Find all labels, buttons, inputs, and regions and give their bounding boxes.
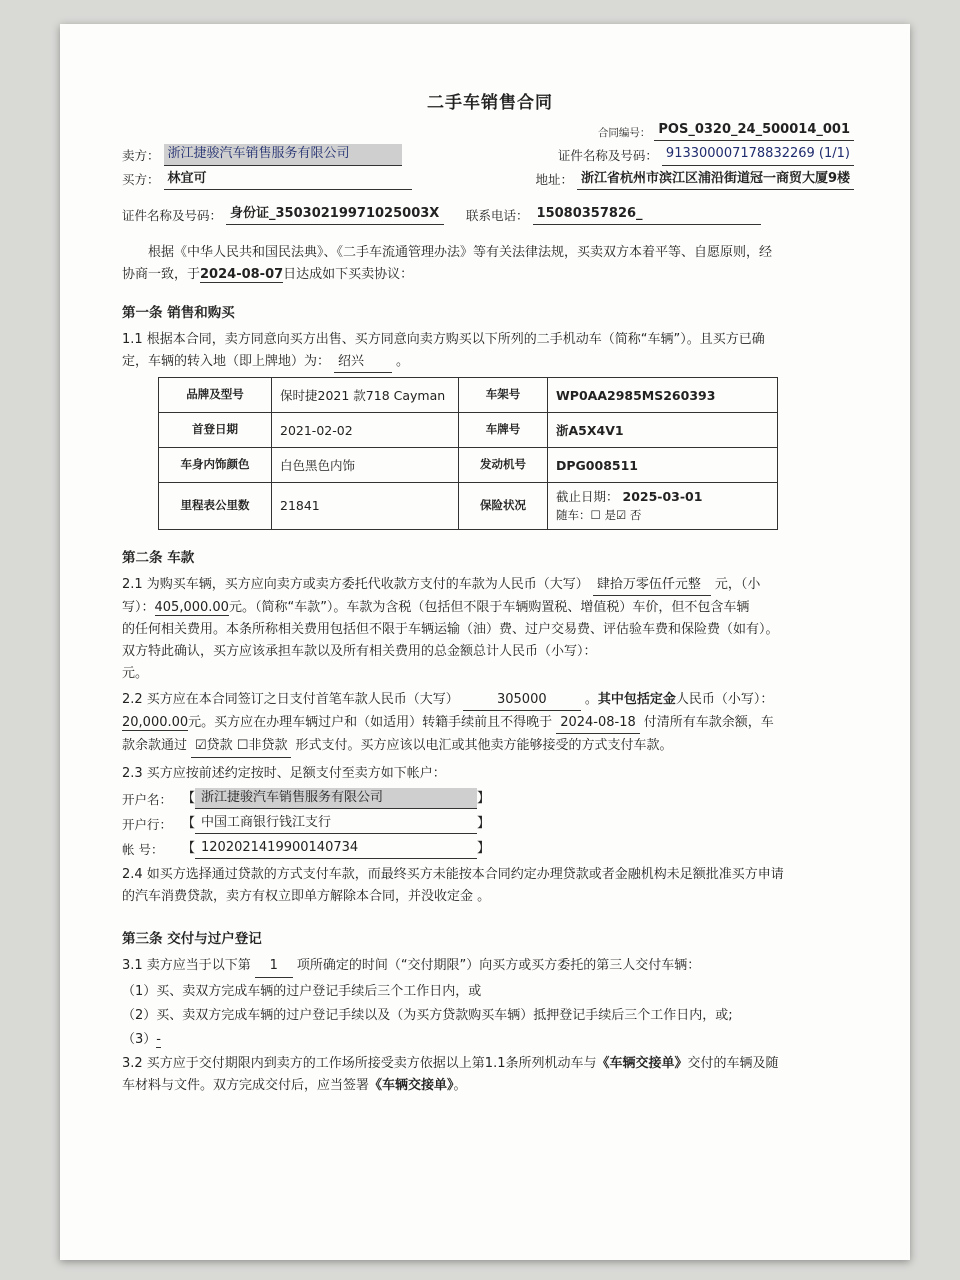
insurance-with-car: 随车：☐ 是☑ 否 bbox=[556, 507, 642, 522]
s2-2a: 2.2 买方应在本合同签订之日支付首笔车款人民币（大写） bbox=[122, 692, 459, 708]
s3-2c: 车材料与文件。双方完成交付后，应当签署 bbox=[122, 1078, 370, 1094]
account-name: 浙江捷骏汽车销售服务有限公司 bbox=[195, 788, 477, 809]
vin-value: WP0AA2985MS260393 bbox=[548, 378, 778, 413]
s3-2a: 3.2 买方应于交付期限内到卖方的工作场所接受卖方依据以上第1.1条所列机动车与 bbox=[122, 1055, 597, 1071]
registration-place: 绍兴 bbox=[334, 352, 392, 373]
table-row bbox=[159, 378, 778, 413]
section-2-title: 第二条 车款 bbox=[122, 549, 195, 566]
payment-deadline: 2024-08-18 bbox=[556, 713, 640, 734]
plate-label: 车牌号 bbox=[459, 413, 548, 448]
s2-1f: 双方特此确认，买方应该承担车款以及所有相关费用的总金额总计人民币（小写）： bbox=[122, 643, 597, 659]
table-row bbox=[159, 483, 778, 529]
brand-value: 保时捷2021 款718 Cayman bbox=[272, 378, 459, 413]
s2-2d: 人民币（小写）： bbox=[675, 692, 774, 708]
mileage-value: 21841 bbox=[272, 483, 459, 529]
bracket-left: 【 bbox=[182, 815, 196, 831]
bracket-left: 【 bbox=[182, 841, 196, 857]
seller-label: 卖方： bbox=[122, 148, 160, 164]
section-3-title: 第三条 交付与过户登记 bbox=[122, 931, 262, 948]
s3-1a: 3.1 卖方应当于以下第 bbox=[122, 958, 251, 974]
s2-2f: 付清所有车款余额，车 bbox=[643, 715, 774, 731]
s3-item-3a: （3） bbox=[122, 1031, 157, 1047]
agreement-date: 2024-08-07 bbox=[200, 267, 284, 283]
s2-2e: 元。买方应在办理车辆过户和（如适用）转籍手续前且不得晚于 bbox=[188, 715, 553, 731]
preamble-line-2a: 协商一致，于 bbox=[122, 267, 201, 283]
bracket-left: 【 bbox=[182, 790, 196, 806]
vehicle-table bbox=[158, 377, 778, 529]
s3-2d: 。 bbox=[453, 1078, 467, 1094]
s2-4b: 的汽车消费贷款，卖方有权立即单方解除本合同，并没收定金 。 bbox=[122, 889, 491, 905]
delivery-item: 1 bbox=[255, 956, 293, 977]
preamble-line-2b: 日达成如下买卖协议： bbox=[283, 267, 414, 283]
s3-item-1: （1）买、卖双方完成车辆的过户登记手续后三个工作日内，或 bbox=[122, 983, 482, 999]
contract-no: POS_0320_24_500014_001 bbox=[654, 120, 854, 141]
preamble bbox=[122, 243, 858, 285]
brand-label: 品牌及型号 bbox=[159, 378, 272, 413]
s2-1c: 写）： bbox=[122, 599, 155, 615]
seller-id: 91330000717883226​9 (1/1) bbox=[662, 144, 854, 165]
color-value: 白色黑色内饰 bbox=[272, 448, 459, 483]
engine-label: 发动机号 bbox=[459, 448, 548, 483]
section-1-title: 第一条 销售和购买 bbox=[122, 305, 235, 322]
account-name-row bbox=[122, 788, 858, 809]
insurance-value bbox=[548, 483, 778, 529]
account-bank-row bbox=[122, 813, 858, 834]
plate-value: 浙A5X4V1 bbox=[548, 413, 778, 448]
account-name-label: 开户名： bbox=[122, 791, 173, 807]
bracket-right: 】 bbox=[477, 815, 491, 831]
page-title: 二手车销售合同 bbox=[427, 93, 553, 113]
s2-4a: 2.4 如买方选择通过贷款的方式支付车款，而最终买方未能按本合同约定办理贷款或者金融机构未足额批准买方申请 bbox=[122, 867, 784, 883]
s2-2c: 其中包括定金 bbox=[597, 692, 676, 708]
insurance-expiry-label: 截止日期： bbox=[556, 489, 619, 505]
reg-date-value: 2021-02-02 bbox=[272, 413, 459, 448]
s2-1e: 的任何相关费用。本条所称相关费用包括但不限于车辆运输（油）费、过户交易费、评估验车费和保险费（如有）。 bbox=[122, 621, 779, 637]
account-number-row bbox=[122, 838, 858, 859]
bracket-right: 】 bbox=[477, 790, 491, 806]
address-label: 地址： bbox=[535, 172, 573, 188]
s2-2b: 。 bbox=[584, 692, 598, 708]
price-uppercase: 肆拾万零伍仟元整 bbox=[593, 575, 711, 596]
s3-2b: 交付的车辆及随 bbox=[687, 1055, 779, 1071]
bracket-right: 】 bbox=[477, 841, 491, 857]
color-label: 车身内饰颜色 bbox=[159, 448, 272, 483]
s3-item-3-value: - bbox=[156, 1031, 161, 1047]
deposit-amount: 20,000.00 bbox=[122, 715, 189, 731]
engine-value: DPG008511 bbox=[548, 448, 778, 483]
s1-para-2a: 定，车辆的转入地（即上牌地）为： bbox=[122, 354, 331, 370]
seller-name: 浙江捷骏汽车销售服务有限公司 bbox=[164, 144, 402, 165]
account-number-label: 帐 号： bbox=[122, 841, 164, 857]
address: 浙江省杭州市滨江区浦沿街道冠一商贸大厦9楼 bbox=[577, 169, 854, 190]
seller-id-label: 证件名称及号码： bbox=[557, 148, 658, 164]
buyer-id-label: 证件名称及号码： bbox=[122, 207, 223, 223]
handover-doc: 《车辆交接单》 bbox=[596, 1055, 688, 1071]
handover-doc-2: 《车辆交接单》 bbox=[369, 1078, 454, 1094]
mileage-label: 里程表公里数 bbox=[159, 483, 272, 529]
buyer-id-row bbox=[122, 204, 858, 225]
buyer-id: 身份证_35030219971025003X bbox=[226, 204, 444, 225]
insurance-expiry: 2025-03-01 bbox=[622, 489, 703, 505]
payment-method: ☑贷款 ☐非贷款 bbox=[191, 736, 291, 757]
price-amount: 405,000.00 bbox=[154, 599, 229, 615]
s2-2g: 款余款通过 bbox=[122, 738, 188, 754]
insurance-label: 保险状况 bbox=[459, 483, 548, 529]
buyer-row bbox=[122, 169, 858, 190]
s3-item-2: （2）买、卖双方完成车辆的过户登记手续以及（为买方贷款购买车辆）抵押登记手续后三个工作日内，或; bbox=[122, 1007, 733, 1023]
phone: 15080357826_ bbox=[533, 204, 761, 225]
s2-1b: 元，（小 bbox=[714, 576, 761, 592]
phone-label: 联系电话： bbox=[466, 207, 529, 223]
s2-3: 2.3 买方应按前述约定按时、足额支付至卖方如下帐户： bbox=[122, 765, 446, 781]
first-payment: 305000 bbox=[463, 690, 581, 711]
s1-para-1: 1.1 根据本合同，卖方同意向买方出售、买方同意向卖方购买以下所列的二手机动车（简称“车辆”）。且买方已确 bbox=[122, 332, 765, 348]
preamble-line-1: 根据《中华人民共和国民法典》、《二手车流通管理办法》等有关法律法规，买卖双方本着平等、自愿原则，经 bbox=[148, 244, 773, 260]
s2-1a: 2.1 为购买车辆，买方应向卖方或卖方委托代收款方支付的车款为人民币（大写） bbox=[122, 576, 589, 592]
s2-1d: 元。（简称“车款”）。车款为含税（包括但不限于车辆购置税、增值税）车价，但不包含车辆 bbox=[228, 599, 750, 615]
account-bank-label: 开户行： bbox=[122, 816, 173, 832]
s2-2h: 形式支付。买方应该以电汇或其他卖方能够接受的方式支付车款。 bbox=[295, 738, 673, 754]
contract-number-row bbox=[122, 120, 858, 141]
contract-no-label: 合同编号： bbox=[597, 127, 651, 140]
account-bank: 中国工商银行钱江支行 bbox=[195, 813, 477, 834]
buyer-label: 买方： bbox=[122, 172, 160, 188]
vin-label: 车架号 bbox=[459, 378, 548, 413]
reg-date-label: 首登日期 bbox=[159, 413, 272, 448]
s1-para-2b: 。 bbox=[396, 354, 410, 370]
table-row bbox=[159, 413, 778, 448]
s3-1b: 项所确定的时间（“交付期限”）向买方或买方委托的第三人交付车辆： bbox=[296, 958, 701, 974]
account-number: 1202021419900140734 bbox=[195, 838, 477, 859]
contract-page bbox=[60, 24, 910, 1260]
seller-row bbox=[122, 144, 858, 165]
s2-1g: 元。 bbox=[122, 666, 149, 682]
buyer-name: 林宜可 bbox=[164, 169, 412, 190]
table-row bbox=[159, 448, 778, 483]
